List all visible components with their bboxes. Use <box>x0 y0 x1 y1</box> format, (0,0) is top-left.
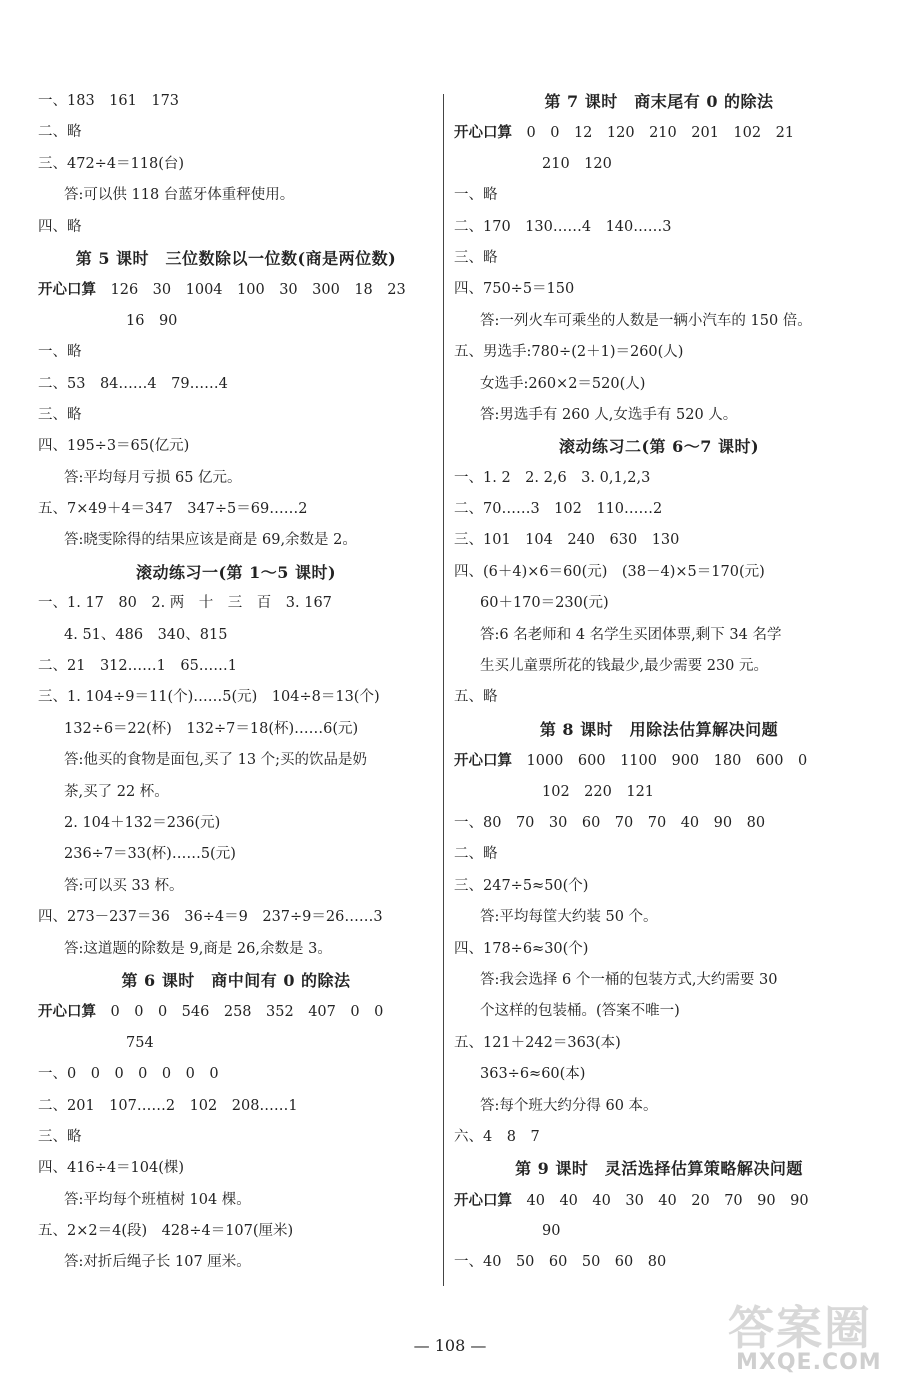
answer-line: 四、750÷5＝150 <box>454 281 575 298</box>
answer-line: 三、略 <box>454 249 498 266</box>
answer-line: 四、178÷6≈30(个) <box>454 940 589 957</box>
answer-line: 一、1. 2 2. 2,6 3. 0,1,2,3 <box>454 469 651 486</box>
answer-line <box>454 745 864 776</box>
answer-line: 答:每个班大约分得 60 本。 <box>480 1097 658 1114</box>
answer-line: 4. 51、486 340、815 <box>64 626 228 643</box>
answer-line: 三、略 <box>38 406 82 423</box>
answer-line: 一、80 70 30 60 70 70 40 90 80 <box>454 814 766 831</box>
answer-line: 答:平均每个班植树 104 棵。 <box>64 1191 251 1208</box>
answer-line <box>38 274 434 305</box>
section-heading: 第 5 课时 三位数除以一位数(商是两位数) <box>75 248 397 268</box>
section-heading: 第 7 课时 商末尾有 0 的除法 <box>544 92 774 111</box>
answer-line: 答:平均每月亏损 65 亿元。 <box>64 469 242 486</box>
answer-line: 60＋170＝230(元) <box>480 595 609 612</box>
answer-values: 1000 600 1100 900 180 600 0 <box>512 753 808 770</box>
section-heading: 滚动练习二(第 6～7 课时) <box>558 437 760 457</box>
answer-label: 开心口算 <box>38 1003 96 1021</box>
answer-line: 二、53 84……4 79……4 <box>38 375 228 392</box>
answer-line: 二、201 107……2 102 208……1 <box>38 1097 298 1114</box>
answer-line: 茶,买了 22 杯。 <box>64 783 169 800</box>
answer-line: 三、1. 104÷9＝11(个)……5(元) 104÷8＝13(个) <box>38 689 380 706</box>
answer-line <box>454 117 864 148</box>
answer-line: 三、472÷4＝118(台) <box>38 155 185 172</box>
section-heading: 第 9 课时 灵活选择估算策略解决问题 <box>515 1159 803 1179</box>
answer-line: 答:一列火车可乘坐的人数是一辆小汽车的 150 倍。 <box>480 312 812 329</box>
answer-line: 二、21 312……1 65……1 <box>38 658 238 675</box>
answer-line: 一、略 <box>38 344 82 361</box>
answer-line: 132÷6＝22(杯) 132÷7＝18(杯)……6(元) <box>64 720 359 737</box>
answer-line: 二、略 <box>38 124 82 141</box>
answer-line: 一、40 50 60 50 60 80 <box>454 1254 667 1271</box>
watermark-logo-text: 答案圈 <box>728 1301 872 1355</box>
answer-line: 答:可以买 33 杯。 <box>64 877 184 894</box>
answer-line: 2. 104＋132＝236(元) <box>64 814 221 831</box>
answer-line: 五、7×49＋4＝347 347÷5＝69……2 <box>38 501 308 518</box>
answer-line: 二、略 <box>454 846 498 863</box>
answer-line: 答:他买的食物是面包,买了 13 个;买的饮品是奶 <box>64 752 368 769</box>
answer-line: 四、416÷4＝104(棵) <box>38 1160 185 1177</box>
answer-label: 开心口算 <box>454 124 512 142</box>
answer-line: 答:平均每筐大约装 50 个。 <box>480 909 658 926</box>
answer-line: 90 <box>542 1223 561 1240</box>
page-number: — 108 — <box>413 1336 487 1355</box>
answer-line: 210 120 <box>542 155 612 172</box>
answer-label: 开心口算 <box>454 752 512 770</box>
answer-line: 女选手:260×2＝520(人) <box>480 375 646 392</box>
answer-line: 一、183 161 173 <box>38 93 180 109</box>
answer-line: 16 90 <box>126 312 178 329</box>
answer-line: 754 <box>126 1034 154 1051</box>
answer-line: 答:这道题的除数是 9,商是 26,余数是 3。 <box>64 940 332 957</box>
answer-line: 一、1. 17 80 2. 两 十 三 百 3. 167 <box>38 595 332 612</box>
left-column <box>38 86 434 1279</box>
answer-label: 开心口算 <box>38 281 96 299</box>
right-column <box>454 86 864 1279</box>
answer-line: 答:我会选择 6 个一桶的包装方式,大约需要 30 <box>480 971 778 988</box>
answer-line: 四、273－237＝36 36÷4＝9 237÷9＝26……3 <box>38 909 383 926</box>
answer-line: 一、略 <box>454 187 498 204</box>
answer-line: 生买儿童票所花的钱最少,最少需要 230 元。 <box>480 658 769 675</box>
answer-line: 四、(6＋4)×6＝60(元) (38－4)×5＝170(元) <box>454 563 765 580</box>
answer-line: 个这样的包装桶。(答案不唯一) <box>480 1003 680 1020</box>
column-divider <box>443 94 444 1286</box>
section-heading: 第 8 课时 用除法估算解决问题 <box>539 719 779 739</box>
answer-line: 六、4 8 7 <box>454 1128 540 1145</box>
answer-line: 答:对折后绳子长 107 厘米。 <box>64 1254 251 1271</box>
answer-line: 三、101 104 240 630 130 <box>454 532 680 549</box>
answer-line: 三、247÷5≈50(个) <box>454 877 589 894</box>
answer-line: 答:晓雯除得的结果应该是商是 69,余数是 2。 <box>64 532 357 549</box>
answer-line: 102 220 121 <box>542 783 655 800</box>
answer-values: 0 0 12 120 210 201 102 21 <box>512 125 795 142</box>
answer-line: 五、男选手:780÷(2＋1)＝260(人) <box>454 344 684 361</box>
answer-line: 答:6 名老师和 4 名学生买团体票,剩下 34 名学 <box>480 626 782 643</box>
watermark-logo <box>722 1292 894 1384</box>
answer-line: 二、170 130……4 140……3 <box>454 218 672 235</box>
section-heading: 第 6 课时 商中间有 0 的除法 <box>121 970 351 990</box>
watermark-url-text: MXQE.COM <box>736 1350 882 1375</box>
section-heading: 滚动练习一(第 1～5 课时) <box>135 562 337 582</box>
answer-line: 236÷7＝33(杯)……5(元) <box>64 846 236 863</box>
answer-line: 五、2×2＝4(段) 428÷4＝107(厘米) <box>38 1223 294 1240</box>
answer-values: 126 30 1004 100 30 300 18 23 <box>96 282 406 299</box>
answer-line: 二、70……3 102 110……2 <box>454 501 663 518</box>
answer-line: 三、略 <box>38 1128 82 1145</box>
answer-values: 40 40 40 30 40 20 70 90 90 <box>512 1192 809 1209</box>
answer-line <box>454 1185 864 1216</box>
answer-line: 363÷6≈60(本) <box>480 1066 586 1083</box>
answer-line <box>38 996 434 1027</box>
answer-label: 开心口算 <box>454 1191 512 1209</box>
answer-line: 答:可以供 118 台蓝牙体重秤使用。 <box>64 187 295 204</box>
answer-line: 四、略 <box>38 218 82 235</box>
answer-line: 四、195÷3＝65(亿元) <box>38 438 190 455</box>
answer-line: 五、略 <box>454 689 498 706</box>
answer-values: 0 0 0 546 258 352 407 0 0 <box>96 1004 384 1021</box>
answer-line: 一、0 0 0 0 0 0 0 <box>38 1066 219 1083</box>
answer-line: 答:男选手有 260 人,女选手有 520 人。 <box>480 406 738 423</box>
answer-line: 五、121＋242＝363(本) <box>454 1034 621 1051</box>
